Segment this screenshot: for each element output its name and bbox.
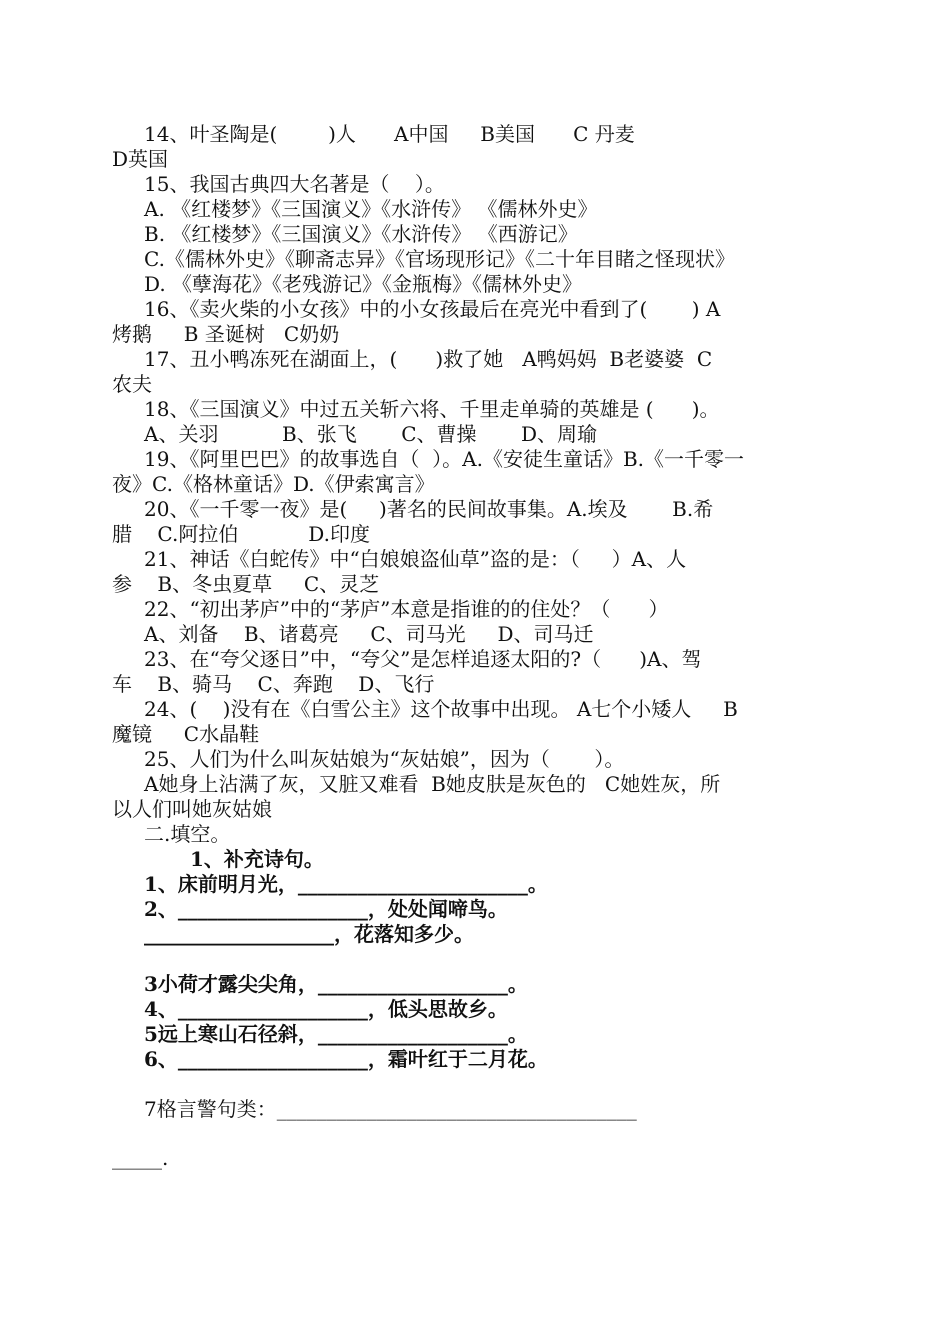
question-22: 22、“初出茅庐”中的“茅庐”本意是指谁的的住处？（ ） (144, 597, 669, 621)
question-15-option-d: D. 《孽海花》《老残游记》《金瓶梅》《儒林外史》 (144, 272, 583, 296)
fill-line-2: 2、___________________，处处闻啼鸟。 (144, 897, 508, 921)
question-15: 15、我国古典四大名著是（ ）。 (144, 172, 445, 196)
question-23: 23、在“夸父逐日”中，“夸父”是怎样追逐太阳的?（ )A、驾 (144, 647, 702, 671)
question-18: 18、《三国演义》中过五关斩六将、千里走单骑的英雄是 ( )。 (144, 397, 720, 421)
spacer (112, 947, 812, 972)
document-page (112, 122, 812, 1171)
question-25-cont: 以人们叫她灰姑娘 (112, 797, 272, 821)
question-21: 21、神话《白蛇传》中“白娘娘盗仙草”盗的是：（ ）A、人 (144, 547, 687, 571)
spacer (112, 1122, 812, 1146)
question-24: 24、( )没有在《白雪公主》这个故事中出现。 A七个小矮人 B (144, 697, 738, 721)
question-21-cont: 参 B、冬虫夏草 C、灵芝 (112, 572, 380, 596)
question-14-cont: D英国 (112, 147, 169, 171)
question-24-cont: 魔镜 C水晶鞋 (112, 722, 260, 746)
question-14: 14、叶圣陶是( )人 A中国 B美国 C 丹麦 (144, 122, 635, 146)
question-20-cont: 腊 C.阿拉伯 D.印度 (112, 522, 370, 546)
fill-line-7: 7格言警句类：____________________________________ (144, 1097, 637, 1121)
fill-line-5: 5远上寒山石径斜，___________________。 (144, 1022, 528, 1046)
question-25-options: A她身上沾满了灰，又脏又难看 B她皮肤是灰色的 C她姓灰，所 (144, 772, 721, 796)
fill-line-3: 3小荷才露尖尖角，___________________。 (144, 972, 528, 996)
fill-line-6: 6、___________________，霜叶红于二月花。 (144, 1047, 548, 1071)
question-20: 20、《一千零一夜》是( )著名的民间故事集。A.埃及 B.希 (144, 497, 714, 521)
question-16: 16、《卖火柴的小女孩》中的小女孩最后在亮光中看到了( ) A (144, 297, 721, 321)
question-23-cont: 车 B、骑马 C、奔跑 D、飞行 (112, 672, 435, 696)
question-15-option-c: C.《儒林外史》《聊斋志异》《官场现形记》《二十年目睹之怪现状》 (144, 247, 735, 271)
question-25: 25、人们为什么叫灰姑娘为“灰姑娘”，因为（ ）。 (144, 747, 625, 771)
fill-line-1: 1、床前明月光，_______________________。 (144, 872, 548, 896)
question-18-options: A、关羽 B、张飞 C、曹操 D、周瑜 (144, 422, 598, 446)
question-19: 19、《阿里巴巴》的故事选自（ ）。A.《安徒生童话》B.《一千零一 (144, 447, 745, 471)
question-19-cont: 夜》C.《格林童话》D.《伊索寓言》 (112, 472, 435, 496)
question-17-cont: 农夫 (112, 372, 152, 396)
spacer (112, 1072, 812, 1097)
section-2-subtitle: 1、补充诗句。 (190, 847, 324, 871)
question-15-option-b: B. 《红楼梦》《三国演义》《水浒传》 《西游记》 (144, 222, 578, 246)
question-17: 17、丑小鸭冻死在湖面上，( )救了她 A鸭妈妈 B老婆婆 C (144, 347, 713, 371)
fill-line-4: 4、___________________，低头思故乡。 (144, 997, 508, 1021)
question-15-option-a: A. 《红楼梦》《三国演义》《水浒传》 《儒林外史》 (144, 197, 598, 221)
fill-line-7-cont: _____. (112, 1146, 169, 1170)
section-2-title: 二.填空。 (144, 822, 231, 846)
question-22-options: A、刘备 B、诸葛亮 C、司马光 D、司马迁 (144, 622, 594, 646)
fill-line-2b: ___________________，花落知多少。 (144, 922, 474, 946)
question-16-cont: 烤鹅 B 圣诞树 C奶奶 (112, 322, 340, 346)
